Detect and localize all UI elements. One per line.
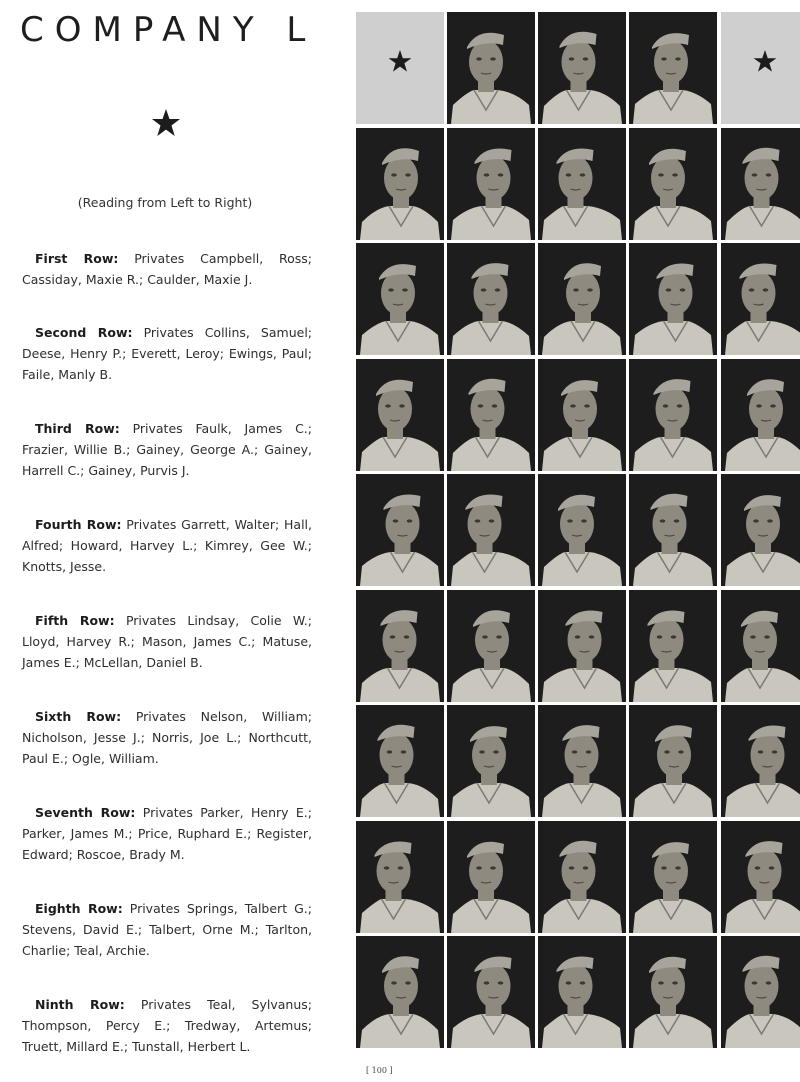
soldier-portrait-icon [538, 705, 626, 817]
portrait-photo [447, 243, 535, 355]
portrait-photo [629, 359, 717, 471]
soldier-portrait-icon [721, 590, 800, 702]
portrait-photo [356, 359, 444, 471]
portrait-photo [538, 12, 626, 124]
portrait-photo [721, 705, 800, 817]
soldier-portrait-icon [721, 936, 800, 1048]
soldier-portrait-icon [538, 821, 626, 933]
star-placeholder [356, 12, 444, 124]
portrait-photo [538, 590, 626, 702]
portrait-photo [629, 821, 717, 933]
soldier-portrait-icon [721, 359, 800, 471]
soldier-portrait-icon [629, 474, 717, 586]
row-caption-8 [22, 898, 312, 961]
portrait-photo [538, 474, 626, 586]
row-label: Eighth Row: [35, 901, 123, 916]
soldier-portrait-icon [447, 705, 535, 817]
soldier-portrait-icon [629, 12, 717, 124]
portrait-photo [629, 243, 717, 355]
row-names: Privates Campbell, Ross; Cassiday, Maxie R.; Caulder, Maxie J. [22, 251, 312, 287]
soldier-portrait-icon [629, 936, 717, 1048]
portrait-photo [538, 243, 626, 355]
portrait-photo [447, 12, 535, 124]
soldier-portrait-icon [629, 128, 717, 240]
portrait-photo [538, 821, 626, 933]
portrait-photo [447, 359, 535, 471]
row-label: Fourth Row: [35, 517, 122, 532]
row-caption-5 [22, 610, 312, 673]
soldier-portrait-icon [721, 474, 800, 586]
row-names: Privates Teal, Sylvanus; Thompson, Percy E.; Tredway, Artemus; Truett, Millard E.; Tunstall, Herbert L. [22, 997, 312, 1054]
soldier-portrait-icon [356, 474, 444, 586]
soldier-portrait-icon [538, 359, 626, 471]
soldier-portrait-icon [356, 590, 444, 702]
portrait-photo [721, 128, 800, 240]
portrait-photo [356, 821, 444, 933]
portrait-photo [629, 590, 717, 702]
portrait-photo [356, 474, 444, 586]
soldier-portrait-icon [447, 12, 535, 124]
row-caption-3 [22, 418, 312, 481]
reading-note: (Reading from Left to Right) [77, 195, 253, 210]
row-label: Fifth Row: [35, 613, 115, 628]
row-label: Seventh Row: [35, 805, 136, 820]
soldier-portrait-icon [538, 936, 626, 1048]
portrait-photo [721, 821, 800, 933]
soldier-portrait-icon [538, 590, 626, 702]
portrait-photo [538, 359, 626, 471]
portrait-photo [447, 936, 535, 1048]
portrait-photo [447, 821, 535, 933]
row-caption-6 [22, 706, 312, 769]
portrait-photo [721, 474, 800, 586]
soldier-portrait-icon [721, 128, 800, 240]
portrait-photo [356, 243, 444, 355]
portrait-photo [538, 705, 626, 817]
soldier-portrait-icon [356, 821, 444, 933]
soldier-portrait-icon [629, 705, 717, 817]
portrait-photo [629, 128, 717, 240]
portrait-photo [629, 936, 717, 1048]
portrait-photo [356, 590, 444, 702]
soldier-portrait-icon [721, 821, 800, 933]
row-caption-4 [22, 514, 312, 577]
portrait-grid [356, 12, 800, 1054]
soldier-portrait-icon [629, 590, 717, 702]
soldier-portrait-icon [447, 359, 535, 471]
portrait-photo [629, 474, 717, 586]
soldier-portrait-icon [629, 821, 717, 933]
page-title: COMPANY L [20, 10, 317, 50]
soldier-portrait-icon [447, 936, 535, 1048]
soldier-portrait-icon [538, 128, 626, 240]
row-caption-1 [22, 248, 312, 290]
soldier-portrait-icon [629, 243, 717, 355]
soldier-portrait-icon [629, 359, 717, 471]
row-label: Third Row: [35, 421, 120, 436]
soldier-portrait-icon [447, 590, 535, 702]
soldier-portrait-icon [721, 705, 800, 817]
portrait-photo [447, 705, 535, 817]
star-placeholder [721, 12, 800, 124]
soldier-portrait-icon [447, 474, 535, 586]
soldier-portrait-icon [356, 359, 444, 471]
row-caption-2 [22, 322, 312, 385]
soldier-portrait-icon [356, 936, 444, 1048]
portrait-photo [721, 590, 800, 702]
row-names: Privates Garrett, Walter; Hall, Alfred; Howard, Harvey L.; Kimrey, Gee W.; Knotts, Jesse. [22, 517, 312, 574]
portrait-photo [629, 705, 717, 817]
row-label: Ninth Row: [35, 997, 125, 1012]
row-label: First Row: [35, 251, 119, 266]
row-names: Privates Collins, Samuel; Deese, Henry P.; Everett, Leroy; Ewings, Paul; Faile, Manly B. [22, 325, 313, 382]
soldier-portrait-icon [356, 128, 444, 240]
row-names: Privates Springs, Talbert G.; Stevens, David E.; Talbert, Orne M.; Tarlton, Charlie; Teal, Archie. [22, 901, 312, 958]
row-names: Privates Parker, Henry E.; Parker, James M.; Price, Ruphard E.; Register, Edward; Roscoe, Brady M. [22, 805, 312, 862]
soldier-portrait-icon [538, 474, 626, 586]
portrait-photo [356, 128, 444, 240]
portrait-photo [629, 12, 717, 124]
portrait-photo [538, 936, 626, 1048]
star-icon [151, 108, 181, 138]
row-caption-9 [22, 994, 312, 1057]
page-number: [ 100 ] [366, 1066, 393, 1075]
star-icon [388, 50, 412, 74]
star-icon [753, 50, 777, 74]
soldier-portrait-icon [447, 243, 535, 355]
soldier-portrait-icon [721, 243, 800, 355]
portrait-photo [356, 936, 444, 1048]
soldier-portrait-icon [356, 705, 444, 817]
soldier-portrait-icon [447, 821, 535, 933]
portrait-photo [447, 474, 535, 586]
soldier-portrait-icon [538, 12, 626, 124]
row-caption-7 [22, 802, 312, 865]
portrait-photo [538, 128, 626, 240]
soldier-portrait-icon [538, 243, 626, 355]
soldier-portrait-icon [447, 128, 535, 240]
soldier-portrait-icon [356, 243, 444, 355]
portrait-photo [447, 590, 535, 702]
row-names: Privates Lindsay, Colie W.; Lloyd, Harvey R.; Mason, James C.; Matuse, James E.; McLellan, Daniel B. [22, 613, 312, 670]
portrait-photo [447, 128, 535, 240]
portrait-photo [721, 359, 800, 471]
portrait-photo [721, 936, 800, 1048]
portrait-photo [356, 705, 444, 817]
row-names: Privates Nelson, William; Nicholson, Jesse J.; Norris, Joe L.; Northcutt, Paul E.; Ogle, William. [22, 709, 312, 766]
row-names: Privates Faulk, James C.; Frazier, Willie B.; Gainey, George A.; Gainey, Harrell C.; Gainey, Purvis J. [22, 421, 312, 478]
portrait-photo [721, 243, 800, 355]
row-label: Second Row: [35, 325, 133, 340]
row-label: Sixth Row: [35, 709, 122, 724]
